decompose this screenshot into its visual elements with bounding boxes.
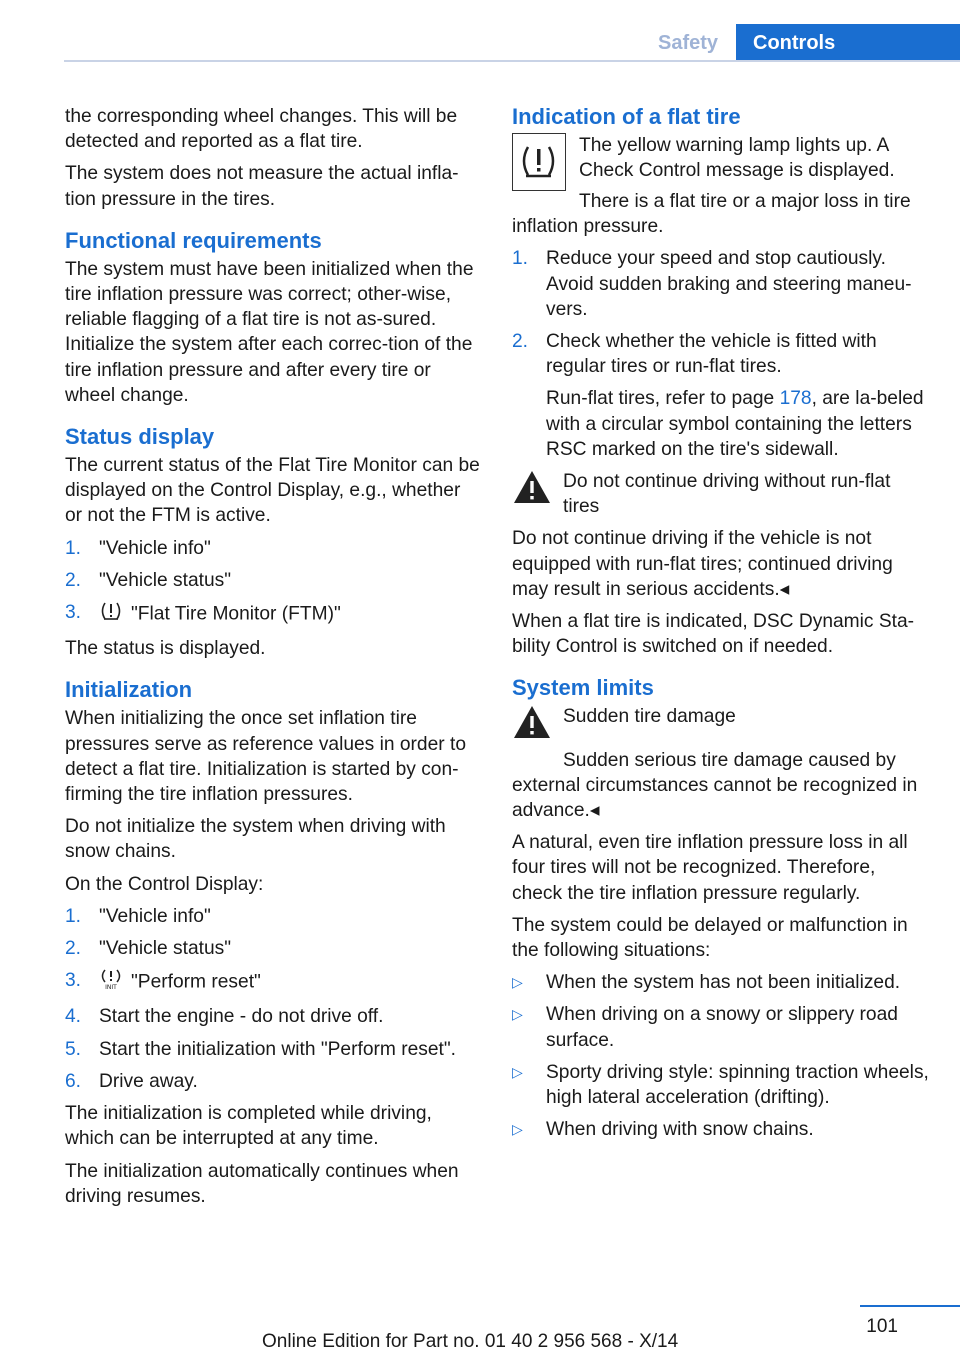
init-reset-icon (99, 968, 123, 997)
system-limits-heading: System limits (512, 675, 654, 701)
system-limits-text-1: A natural, even tire inflation pressure loss in all four tires will not be recognized. Therefore, check the tire inflation pressure regularly. (512, 832, 908, 904)
warning-tire-damage-content (563, 704, 736, 736)
system-limits-text-2: The system could be delayed or malfunction in the following situations: (512, 914, 908, 962)
edition-text: Online Edition for Part no. 01 40 2 956 568 - X/14 (262, 1331, 679, 1352)
flat-tire-steps-list (512, 246, 930, 462)
step-text: "Vehicle status" (99, 938, 232, 960)
bullet-arrow-icon: ▷ (512, 974, 523, 991)
initialization-after-1: The initialization is completed while driving, which can be interrupted at any time. (65, 1103, 432, 1150)
bullet-text: When driving with snow chains. (546, 1119, 814, 1141)
step-text: "Vehicle status" (99, 569, 232, 591)
step-number: 2. (512, 331, 529, 353)
list-item (65, 536, 480, 561)
initialization-text-1: When initializing the once set inflation tire pressures serve as reference values in order to detect a flat tire. Initialization is started by con-firming the tire inflation pressures. (65, 708, 466, 806)
list-item (512, 1060, 930, 1110)
init-icon-label: INIT (105, 984, 117, 991)
step-label: "Perform reset" (131, 971, 261, 993)
tab-safety[interactable] (640, 24, 736, 62)
warning-text-run-flat: Do not continue driving if the vehicle is not equipped with run-flat tires; continued driving may result in serious accidents.◂ (512, 528, 893, 600)
initialization-text-2: Do not initialize the system when driving with snow chains. (65, 816, 446, 863)
step-number: 6. (65, 1070, 82, 1092)
right-column (512, 104, 930, 1150)
step-text: "Vehicle info" (99, 537, 211, 559)
list-item (65, 1004, 480, 1029)
list-item (65, 600, 480, 629)
status-display-text: The current status of the Flat Tire Monitor can be displayed on the Control Display, e.g., whether or not the FTM is active. (65, 455, 480, 527)
page-link-178[interactable]: 178 (779, 388, 812, 410)
bullet-text: Sporty driving style: spinning traction wheels, high lateral acceleration (drifting). (546, 1061, 929, 1109)
status-steps-list (65, 536, 480, 630)
flat-tire-icon (99, 600, 123, 629)
step-number: 5. (65, 1038, 82, 1060)
step-number: 2. (65, 938, 82, 960)
warning-triangle-icon (512, 469, 552, 512)
tab-controls-label: Controls (753, 31, 836, 54)
left-column (65, 104, 480, 1216)
warning-lamp-description: The yellow warning lamp lights up. A Check Control message is displayed. (579, 135, 895, 182)
step-text: Reduce your speed and stop cautiously. Avoid sudden braking and steering maneu-vers. (546, 248, 912, 320)
footer-divider (860, 1305, 960, 1307)
status-after-text: The status is displayed. (65, 638, 266, 660)
initialization-heading: Initialization (65, 677, 193, 703)
step-label: "Flat Tire Monitor (FTM)" (131, 603, 341, 625)
run-flat-note-post: , are la-beled with a circular symbol containing the letters RSC marked on the tire's sidewall. (546, 388, 924, 460)
intro-paragraph-2: The system does not measure the actual infla-tion pressure in the tires. (65, 163, 459, 210)
list-item (512, 1002, 930, 1052)
flat-tire-warning-lamp-icon (512, 133, 566, 191)
bullet-arrow-icon: ▷ (512, 1121, 523, 1138)
list-item (512, 1117, 930, 1142)
bullet-text: When driving on a snowy or slippery road surface. (546, 1004, 898, 1051)
tab-controls[interactable] (736, 24, 960, 62)
warning-title-run-flat: Do not continue driving without run-flat tires (563, 471, 891, 518)
step-text: Start the engine - do not drive off. (99, 1006, 384, 1028)
warning-text-tire-damage: Sudden serious tire damage caused by external circumstances cannot be recognized in advance.◂ (512, 749, 918, 822)
warning-block-tire-damage (512, 704, 930, 747)
step-number: 1. (65, 905, 82, 927)
intro-paragraph-1: the corresponding wheel changes. This will be detected and reported as a flat tire. (65, 106, 458, 153)
step-number: 1. (512, 248, 529, 270)
step-text-with-icon (99, 600, 480, 629)
dsc-text: When a flat tire is indicated, DSC Dynamic Sta-bility Control is switched on if needed. (512, 611, 915, 658)
list-item (65, 968, 480, 997)
bullet-arrow-icon: ▷ (512, 1063, 523, 1080)
list-item (65, 936, 480, 961)
list-item (65, 1037, 480, 1062)
step-text: Drive away. (99, 1070, 198, 1092)
list-item (65, 1069, 480, 1094)
tab-safety-label: Safety (657, 31, 719, 54)
initialization-text-3: On the Control Display: (65, 873, 264, 895)
system-limits-list (512, 970, 930, 1142)
warning-triangle-icon (512, 704, 552, 747)
step-number: 3. (65, 602, 82, 624)
step-text-with-icon (99, 968, 480, 997)
warning-title-tire-damage: Sudden tire damage (563, 706, 736, 728)
page-number: 101 (866, 1316, 898, 1337)
warning-lamp-block (512, 133, 930, 191)
functional-requirements-heading: Functional requirements (65, 227, 322, 253)
bullet-text: When the system has not been initialized. (546, 972, 901, 994)
list-item (65, 568, 480, 593)
status-display-heading: Status display (65, 424, 215, 450)
list-item (512, 970, 930, 995)
run-flat-note-pre: Run-flat tires, refer to page (546, 388, 780, 410)
step-text-with-sub (546, 329, 930, 462)
warning-lamp-text (579, 133, 930, 190)
list-item (65, 904, 480, 929)
initialization-steps-list (65, 904, 480, 1094)
step-text: Check whether the vehicle is fitted with regular tires or run-flat tires. (546, 331, 877, 378)
run-flat-note (546, 386, 930, 462)
functional-requirements-text: The system must have been initialized when the tire inflation pressure was correct; other-wise, reliable flagging of a flat tire is not as-sured. Initialize the system after each correc-tion of the tire inflation pressure and after every tire or wheel change. (65, 258, 474, 406)
warning-block-run-flat (512, 469, 930, 526)
initialization-after-2: The initialization automatically continues when driving resumes. (65, 1160, 459, 1207)
flat-tire-text: There is a flat tire or a major loss in tire inflation pressure. (512, 191, 911, 238)
step-text: "Vehicle info" (99, 905, 211, 927)
step-number: 4. (65, 1006, 82, 1028)
step-number: 2. (65, 569, 82, 591)
step-text: Start the initialization with "Perform reset". (99, 1038, 457, 1060)
flat-tire-heading: Indication of a flat tire (512, 104, 741, 129)
header-divider (64, 60, 960, 62)
step-number: 1. (65, 537, 82, 559)
step-number: 3. (65, 970, 82, 992)
bullet-arrow-icon: ▷ (512, 1006, 523, 1023)
list-item (512, 246, 930, 322)
list-item (512, 329, 930, 462)
